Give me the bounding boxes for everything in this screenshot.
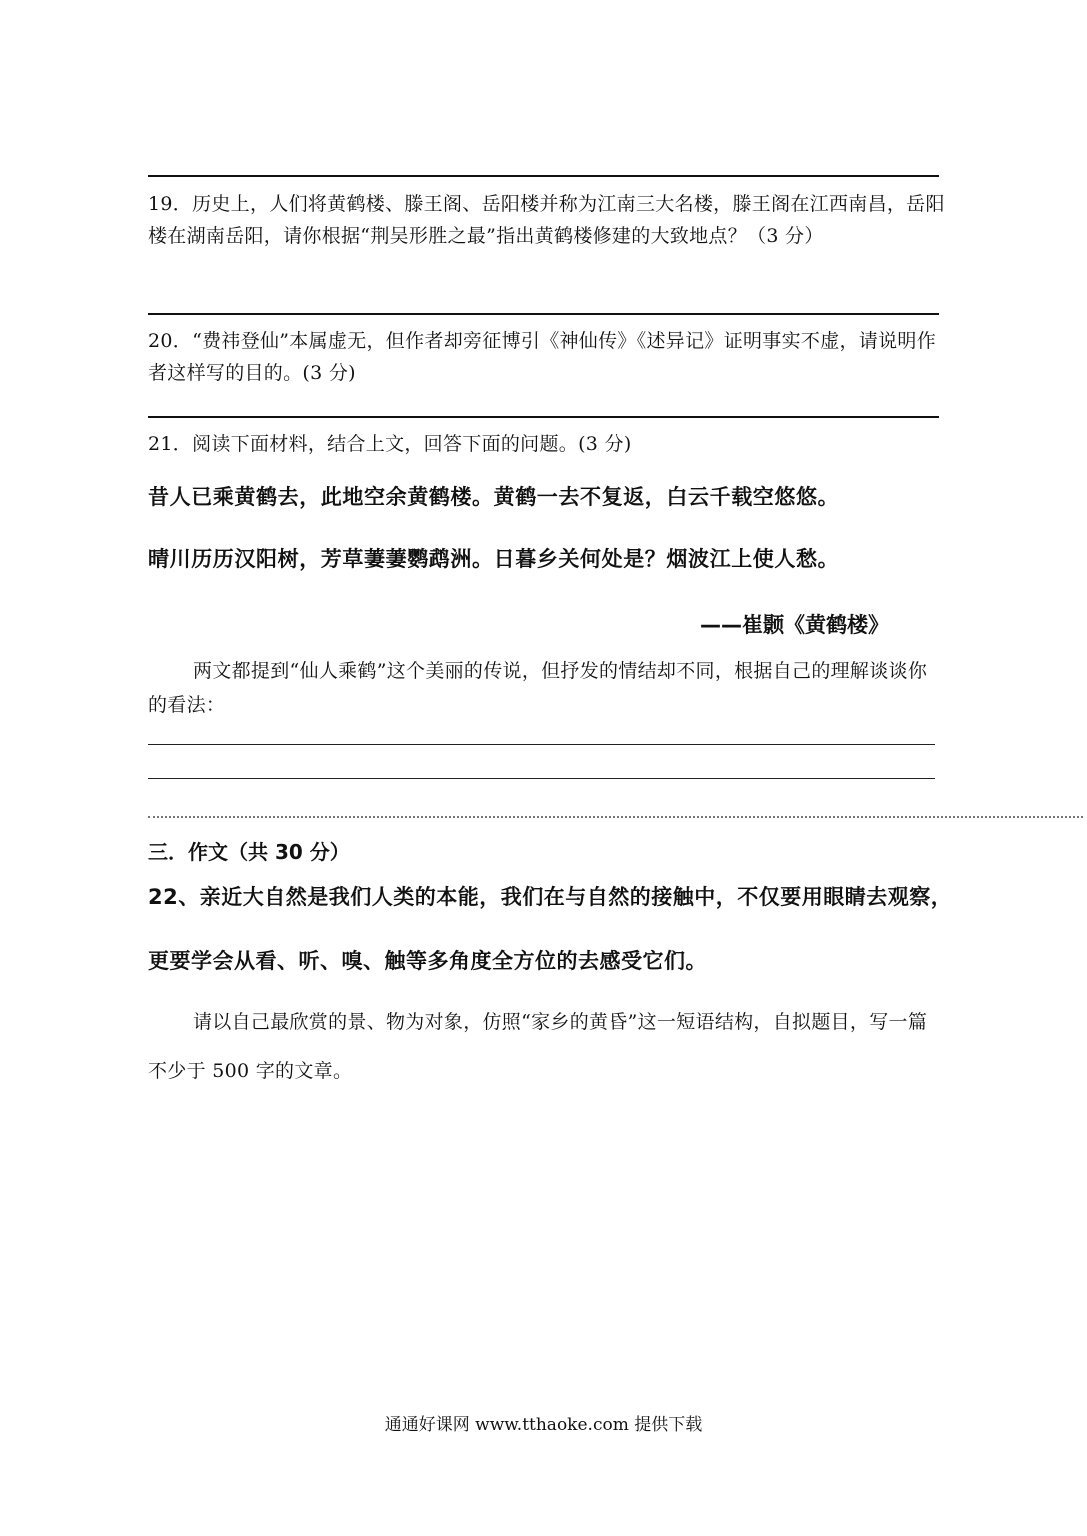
question-21-prompt: 两文都提到“仙人乘鹤”这个美丽的传说，但抒发的情结却不同，根据自己的理解谈谈你的看法： bbox=[148, 660, 928, 716]
question-20: 20．“费祎登仙”本属虚无，但作者却旁征博引《神仙传》《述异记》证明事实不虚，请说明作者这样写的目的。(3 分) bbox=[148, 330, 937, 384]
question-22-line-2: 更要学会从看、听、嗅、触等多角度全方位的去感受它们。 bbox=[148, 949, 707, 973]
answer-line bbox=[148, 778, 935, 779]
question-22-line-1: 22、亲近大自然是我们人类的本能，我们在与自然的接触中，不仅要用眼睛去观察， bbox=[148, 885, 953, 909]
answer-line bbox=[148, 744, 935, 745]
question-21: 21．阅读下面材料，结合上文，回答下面的问题。(3 分) bbox=[148, 433, 632, 455]
poem-line-2: 晴川历历汉阳树，芳草萋萋鹦鹉洲。日暮乡关何处是？烟波江上使人愁。 bbox=[148, 547, 840, 571]
question-22-instruction: 请以自己最欣赏的景、物为对象，仿照“家乡的黄昏”这一短语结构，自拟题目，写一篇不少于 500 字的文章。 bbox=[148, 1011, 928, 1082]
question-19: 19．历史上，人们将黄鹤楼、滕王阁、岳阳楼并称为江南三大名楼，滕王阁在江西南昌，岳阳楼在湖南岳阳，请你根据“荆吴形胜之最”指出黄鹤楼修建的大致地点？（3 分） bbox=[148, 193, 945, 247]
section-title: 三．作文（共 30 分） bbox=[148, 840, 350, 864]
section-divider bbox=[148, 816, 1083, 818]
answer-line bbox=[148, 416, 939, 418]
answer-line bbox=[148, 313, 939, 315]
poem-citation: ——崔颢《黄鹤楼》 bbox=[700, 613, 889, 637]
page-footer: 通通好课网 www.tthaoke.com 提供下载 bbox=[384, 1415, 703, 1435]
poem-line-1: 昔人已乘黄鹤去，此地空余黄鹤楼。黄鹤一去不复返，白云千载空悠悠。 bbox=[148, 485, 840, 509]
answer-line bbox=[148, 175, 939, 177]
